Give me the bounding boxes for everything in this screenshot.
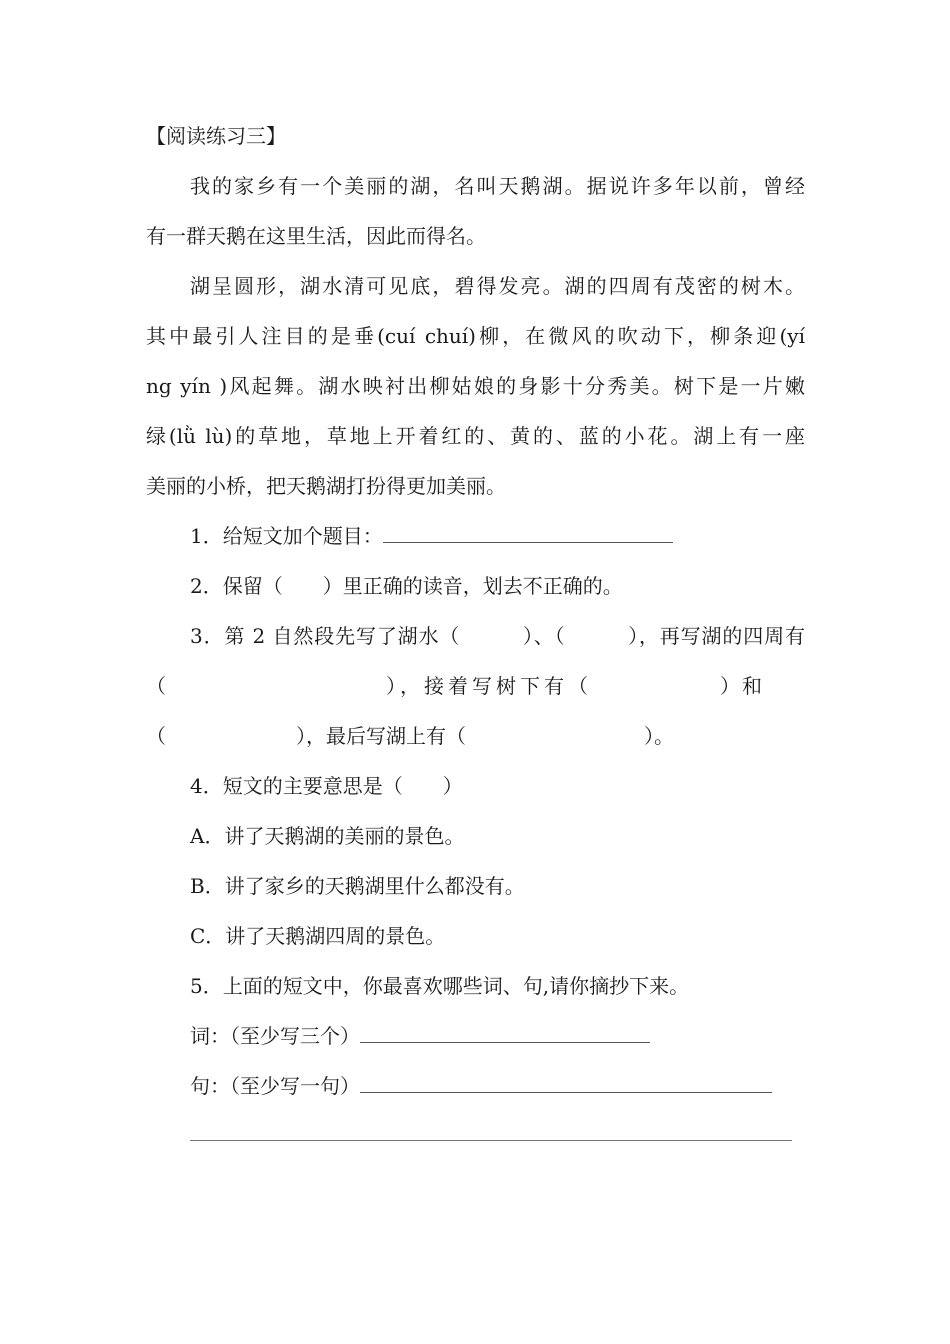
option-c[interactable]: C．讲了天鹅湖四周的景色。: [190, 924, 446, 948]
question-3-text: ）。: [644, 724, 674, 748]
question-5: 5．上面的短文中，你最喜欢哪些词、句,请你摘抄下来。: [190, 974, 690, 998]
passage-line: ng yín )风起舞。湖水映衬出柳姑娘的身影十分秀美。树下是一片嫩: [146, 374, 805, 398]
words-label: 词：（至少写三个）: [190, 1024, 360, 1048]
passage-line: 有一群天鹅在这里生活，因此而得名。: [146, 224, 486, 248]
question-3-text: ），接着写树下有（: [386, 674, 592, 698]
passage-line: 其中最引人注目的是垂(cuí chuí)柳，在微风的吹动下，柳条迎(yí: [146, 324, 805, 348]
question-3-text: ），最后写湖上有（: [296, 724, 466, 748]
question-3-line-2: [146, 672, 805, 700]
worksheet-title: 【阅读练习三】: [146, 124, 286, 148]
question-1: [190, 522, 673, 550]
question-3-line-1: 3．第 2 自然段先写了湖水（ ）、（ ），再写湖的四周有: [190, 624, 805, 648]
question-1-text: 1．给短文加个题目：: [190, 524, 383, 548]
passage-line: 绿(lǜ lù)的草地，草地上开着红的、黄的、蓝的小花。湖上有一座: [146, 424, 805, 448]
question-3-line-3: [146, 722, 674, 750]
option-b[interactable]: B．讲了家乡的天鹅湖里什么都没有。: [190, 874, 525, 898]
sentence-row: [190, 1072, 772, 1100]
words-row: [190, 1022, 650, 1050]
sentence-label: 句：（至少写一句）: [190, 1074, 360, 1098]
paren-open: （: [146, 674, 166, 698]
option-a[interactable]: A．讲了天鹅湖的美丽的景色。: [190, 824, 465, 848]
sentence-answer-blank[interactable]: [360, 1072, 772, 1093]
question-2: 2．保留（ ）里正确的读音，划去不正确的。: [190, 574, 623, 598]
title-answer-blank[interactable]: [383, 522, 673, 543]
words-answer-blank[interactable]: [360, 1022, 650, 1043]
question-4: 4．短文的主要意思是（ ）: [190, 774, 463, 798]
passage-line: 湖呈圆形，湖水清可见底，碧得发亮。湖的四周有茂密的树木。: [190, 274, 805, 298]
sentence-answer-line[interactable]: [190, 1140, 792, 1141]
passage-line: 我的家乡有一个美丽的湖，名叫天鹅湖。据说许多年以前，曾经: [190, 174, 805, 198]
paren-open: （: [146, 724, 166, 748]
question-3-text: ）和: [720, 674, 764, 698]
passage-line: 美丽的小桥，把天鹅湖打扮得更加美丽。: [146, 474, 506, 498]
